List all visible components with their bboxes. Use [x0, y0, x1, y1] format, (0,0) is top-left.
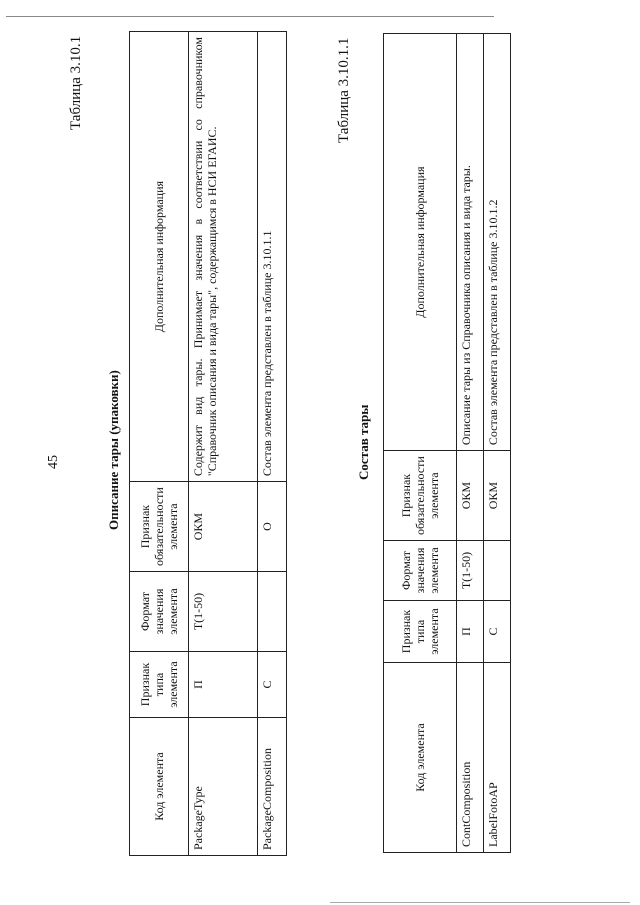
- cell-type: П: [457, 601, 484, 663]
- cell-required: ОКМ: [484, 451, 511, 541]
- cell-code: LabelFotoAP: [484, 663, 511, 853]
- header-info: Дополнительная информация: [130, 32, 189, 482]
- table1-title: Описание тары (упаковки): [106, 370, 121, 530]
- header-info: Дополнительная информация: [384, 34, 457, 451]
- table-row: [189, 32, 258, 856]
- cell-info: Состав элемента представлен в таблице 3.10.1.1: [258, 32, 287, 482]
- header-type: Признак типа элемента: [130, 652, 189, 718]
- table-row: [484, 34, 511, 853]
- cell-format: [258, 572, 287, 652]
- header-code: Код элемента: [384, 663, 457, 853]
- table2-title: Состав тары: [356, 404, 371, 480]
- cell-type: С: [258, 652, 287, 718]
- header-code: Код элемента: [130, 718, 189, 856]
- header-format: Формат значения элемента: [384, 541, 457, 601]
- table1-label: Таблица 3.10.1: [68, 35, 84, 130]
- cell-required: ОКМ: [189, 482, 258, 572]
- table2-label: Таблица 3.10.1.1: [336, 37, 352, 143]
- cell-required: О: [258, 482, 287, 572]
- header-required: Признак обязательности элемента: [384, 451, 457, 541]
- header-format: Формат значения элемента: [130, 572, 189, 652]
- cell-code: PackageComposition: [258, 718, 287, 856]
- header-type: Признак типа элемента: [384, 601, 457, 663]
- table-row: [258, 32, 287, 856]
- package-composition-table: [383, 33, 511, 853]
- cell-format: T(1-50): [189, 572, 258, 652]
- table-header-row: [384, 34, 457, 853]
- cell-info: Содержит вид тары. Принимает значения в соответствии со справочником "Справочник описания и вида тары", содержащимся в НСИ ЕГАИС.: [189, 32, 258, 482]
- cell-code: PackageType: [189, 718, 258, 856]
- cell-type: П: [189, 652, 258, 718]
- cell-type: С: [484, 601, 511, 663]
- table-row: [457, 34, 484, 853]
- page-number: 45: [46, 455, 61, 469]
- cell-format: T(1-50): [457, 541, 484, 601]
- package-description-table: [129, 31, 287, 856]
- cell-required: ОКМ: [457, 451, 484, 541]
- cell-code: ContComposition: [457, 663, 484, 853]
- cell-info: Состав элемента представлен в таблице 3.10.1.2: [484, 34, 511, 451]
- cell-format: [484, 541, 511, 601]
- header-required: Признак обязательности элемента: [130, 482, 189, 572]
- table-header-row: [130, 32, 189, 856]
- cell-info: Описание тары из Справочника описания и вида тары.: [457, 34, 484, 451]
